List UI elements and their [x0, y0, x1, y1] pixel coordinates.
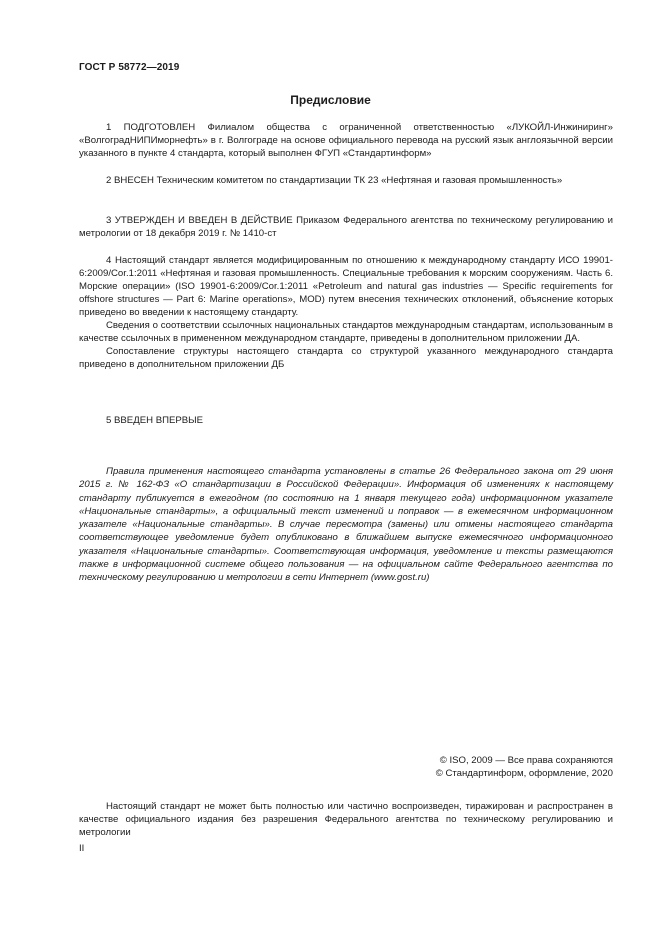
application-notice [79, 465, 613, 585]
copyright-block [213, 754, 613, 780]
reproduction-notice [79, 800, 613, 839]
standard-code: ГОСТ Р 58772—2019 [79, 62, 180, 73]
section-1 [79, 121, 613, 160]
reproduction-notice-text: Настоящий стандарт не может быть полностью или частично воспроизведен, тиражирован и распространен в качестве официального издания без разрешения Федерального агентства по техническому регулированию и метрологии [79, 801, 613, 838]
section-4-structure-text: Сопоставление структуры настоящего стандарта со структурой указанного международного стандарта приведено в дополнительном приложении ДБ [79, 346, 613, 370]
section-3 [79, 214, 613, 240]
section-1-text: 1 ПОДГОТОВЛЕН Филиалом общества с ограниченной ответственностью «ЛУКОЙЛ-Инжиниринг» «ВолгоградНИПИморнефть» в г. Волгограде на основе официального перевода на русский язык англоязычной версии указанного в пункте 4 стандарта, который выполнен ФГУП «Стандартинформ» [79, 122, 613, 159]
section-2-text: 2 ВНЕСЕН Техническим комитетом по стандартизации ТК 23 «Нефтяная и газовая промышленность» [106, 175, 563, 186]
section-4-text: 4 Настоящий стандарт является модифицированным по отношению к международному стандарту ИСО 19901-6:2009/Cor.1:2011 «Нефтяная и газовая промышленность. Специальные требования к морским сооружениям. Часть 6. Морские операции» (ISO 19901-6:2009/Cor.1:2011 «Petroleum and natural gas industries — Specific requirements for offshore structures — Part 6: Marine operations», MOD) путем внесения технических отклонений, объяснение которых приведено во введении к настоящему стандарту. [79, 255, 613, 318]
page-title: Предисловие [290, 93, 371, 107]
standartinform-copyright: © Стандартинформ, оформление, 2020 [435, 768, 613, 779]
iso-copyright: © ISO, 2009 — Все права сохраняются [439, 755, 613, 766]
section-4 [79, 254, 613, 371]
section-2 [79, 174, 613, 187]
section-5 [79, 414, 613, 427]
application-notice-text: Правила применения настоящего стандарта установлены в статье 26 Федерального закона от 29 июня 2015 г. № 162-ФЗ «О стандартизации в Российской Федерации». Информация об изменениях к настоящему стандарту публикуется в ежегодном (по состоянию на 1 января текущего года) информационном указателе «Национальные стандарты», а официальный текст изменений и поправок — в ежемесячном информационном указателе «Национальные стандарты». В случае пересмотра (замены) или отмены настоящего стандарта соответствующее уведомление будет опубликовано в ближайшем выпуске ежемесячного информационного указателя «Национальные стандарты». Соответствующая информация, уведомление и тексты размещаются также в информационной системе общего пользования — на официальном сайте Федерального агентства по техническому регулированию и метрологии в сети Интернет (www.gost.ru) [79, 466, 613, 584]
section-3-text: 3 УТВЕРЖДЕН И ВВЕДЕН В ДЕЙСТВИЕ Приказом Федерального агентства по техническому регулированию и метрологии от 18 декабря 2019 г. № 1410-ст [79, 215, 613, 239]
section-4-references-text: Сведения о соответствии ссылочных национальных стандартов международным стандартам, использованным в качестве ссылочных в примененном международном стандарте, приведены в дополнительном приложении ДА. [79, 320, 613, 344]
page-number: II [79, 843, 85, 854]
section-5-text: 5 ВВЕДЕН ВПЕРВЫЕ [106, 415, 204, 426]
